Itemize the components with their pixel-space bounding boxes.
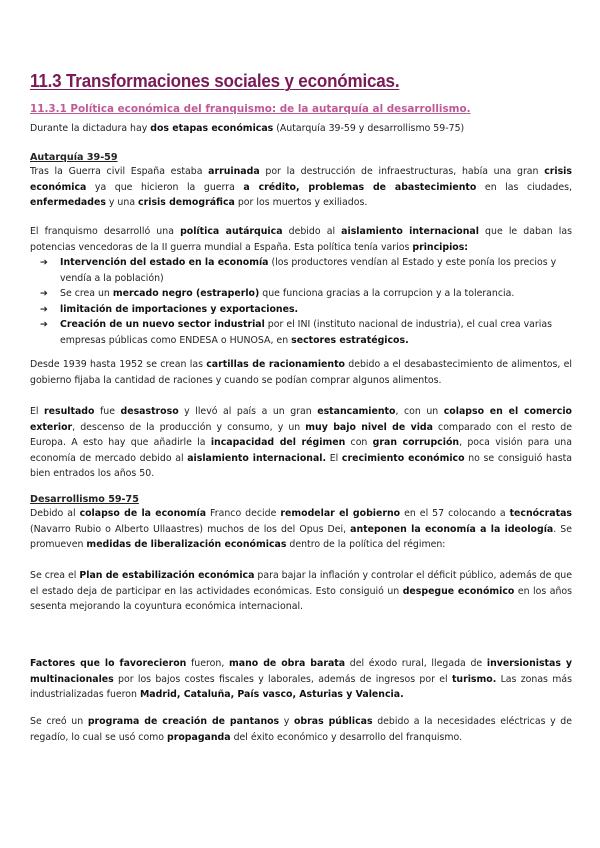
arrow-right-icon: ➔ bbox=[40, 257, 48, 268]
arrow-right-icon: ➔ bbox=[40, 303, 48, 315]
list-item: ➔ Creación de un nuevo sector industrial por el INI (instituto nacional de industria), el cual crea varias empresas públicas como ENDESA o HUNOSA, en sectores estratégicos. bbox=[40, 319, 553, 346]
desarrollismo-paragraph-3: Factores que lo favorecieron fueron, mano de obra barata del éxodo rural, llegada de inversionistas y multinacionales por los bajos costes fiscales y laborales, además de ingresos por el turismo. Las zonas más industrializadas fueron Madrid, Cataluña, País vasco, Asturias y Valencia. bbox=[30, 658, 573, 701]
desarrollismo-paragraph-1: Debido al colapso de la economía Franco decide remodelar el gobierno en el 57 colocando a tecnócratas (Navarro Rubio o Alberto Ullaastres) muchos de los del Opus Dei, anteponen la economía a la ideología. Se promueven medidas de liberalización económicas dentro de la política del régimen: bbox=[30, 508, 572, 551]
arrow-right-icon: ➔ bbox=[40, 319, 48, 331]
heading-desarrollismo: Desarrollismo 59-75 bbox=[30, 494, 139, 505]
autarquia-paragraph-2: El franquismo desarrolló una política autárquica debido al aislamiento internacional que le daban las potencias vencedoras de la II guerra mundial a España. Esta política tenía varios principios: bbox=[30, 226, 572, 253]
intro-paragraph: Durante la dictadura hay dos etapas económicas (Autarquía 39-59 y desarrollismo 59-75) bbox=[30, 123, 465, 134]
desarrollismo-paragraph-4: Se creó un programa de creación de pantanos y obras públicas debido a la necesidades eléctricas y de regadío, lo cual se usó como propaganda del éxito económico y desarrollo del franquismo. bbox=[30, 716, 572, 743]
list-item: ➔ limitación de importaciones y exportaciones. bbox=[40, 302, 572, 318]
autarquia-paragraph-3: Desde 1939 hasta 1952 se crean las cartillas de racionamiento debido a el desabastecimiento de alimentos, el gobierno fijaba la cantidad de raciones y cuando se podían comprar algunos alimentos. bbox=[30, 359, 572, 386]
autarquia-paragraph-4: El resultado fue desastroso y llevó al país a un gran estancamiento, con un colapso en el comercio exterior, descenso de la producción y consumo, y un muy bajo nivel de vida comparado con el resto de Europa. A esto hay que añadirle la incapacidad del régimen con gran corrupción, poca visión para una economía de mercado debido al aislamiento internacional. El crecimiento económico no se consiguió hasta bien entrados los años 50. bbox=[30, 406, 573, 480]
autarquia-paragraph-1: Tras la Guerra civil España estaba arruinada por la destrucción de infraestructuras, había una gran crisis económica ya que hicieron la guerra a crédito, problemas de abastecimiento en las ciudades, enfermedades y una crisis demográfica por los muertos y exiliados. bbox=[30, 166, 572, 209]
list-item: ➔ Se crea un mercado negro (estraperlo) que funciona gracias a la corrupcion y a la tolerancia. bbox=[40, 286, 572, 302]
list-item: ➔ Intervención del estado en la economía (los productores vendían al Estado y este ponía los precios y vendía a la población) bbox=[40, 257, 557, 284]
heading-autarquia: Autarquía 39-59 bbox=[30, 152, 118, 163]
desarrollismo-paragraph-2: Se crea el Plan de estabilización económica para bajar la inflación y controlar el déficit público, además de que el estado deja de participar en las actividades económicas. Esto consiguió un despegue económico en los años sesenta mejorando la coyuntura económica internacional. bbox=[30, 570, 573, 613]
principles-list bbox=[40, 255, 572, 358]
page-title: 11.3 Transformaciones sociales y económicas. bbox=[30, 70, 400, 91]
section-subtitle: 11.3.1 Política económica del franquismo: de la autarquía al desarrollismo. bbox=[30, 103, 471, 115]
arrow-right-icon: ➔ bbox=[40, 288, 48, 300]
